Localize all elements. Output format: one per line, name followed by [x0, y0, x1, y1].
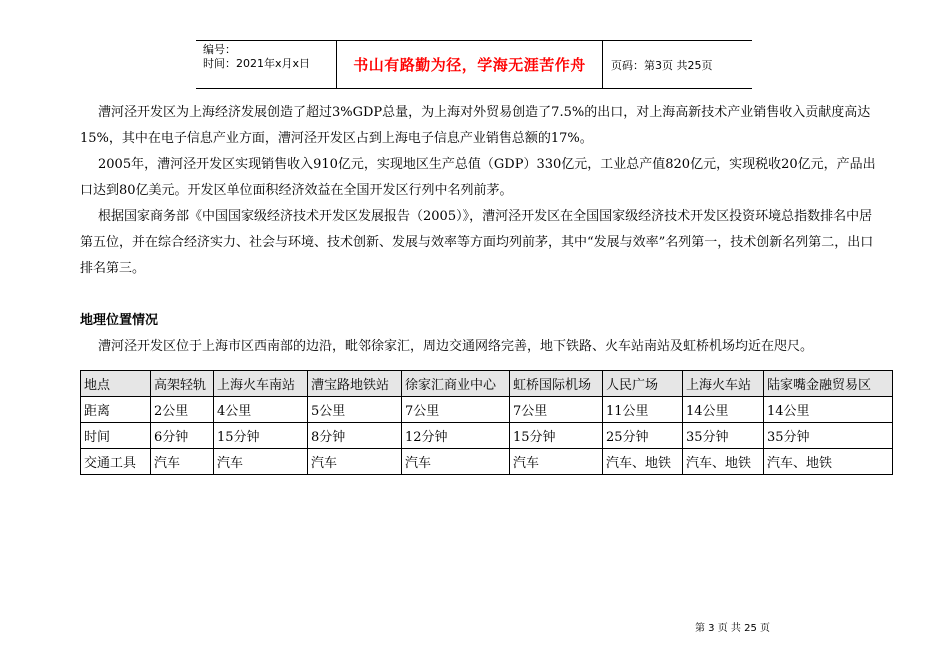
header-page-label: 页码：第3页 共25页	[611, 58, 713, 72]
table-cell: 8分钟	[308, 423, 402, 449]
table-cell: 25分钟	[603, 423, 683, 449]
table-cell: 2公里	[151, 397, 214, 423]
location-table	[80, 370, 893, 475]
table-cell: 汽车、地铁	[683, 449, 764, 475]
table-cell: 汽车	[151, 449, 214, 475]
table-header-cell: 高架轻轨	[151, 371, 214, 397]
date-label: 时间：2021年x月x日	[203, 57, 311, 70]
table-cell: 时间	[81, 423, 151, 449]
header-meta	[196, 41, 336, 88]
table-row-distance	[81, 397, 893, 423]
table-cell: 汽车、地铁	[603, 449, 683, 475]
table-cell: 7公里	[402, 397, 510, 423]
table-cell: 15分钟	[214, 423, 308, 449]
table-cell: 14公里	[764, 397, 893, 423]
table-header-cell: 上海火车站	[683, 371, 764, 397]
table-cell: 11公里	[603, 397, 683, 423]
table-row-transport	[81, 449, 893, 475]
table-header-cell: 徐家汇商业中心	[402, 371, 510, 397]
table-cell: 4公里	[214, 397, 308, 423]
paragraph-2: 2005年，漕河泾开发区实现销售收入910亿元，实现地区生产总值（GDP）330亿元，工业总产值820亿元，实现税收20亿元，产品出口达到80亿美元。开发区单位面积经济效益在全国开发区行列中名列前茅。	[80, 157, 876, 198]
table-cell: 35分钟	[683, 423, 764, 449]
table-cell: 汽车、地铁	[764, 449, 893, 475]
table-header-row	[81, 371, 893, 397]
header-motto: 书山有路勤为径，学海无涯苦作舟	[336, 41, 603, 88]
table-cell: 35分钟	[764, 423, 893, 449]
table-header-cell: 地点	[81, 371, 151, 397]
document-header	[196, 40, 752, 89]
table-cell: 7公里	[510, 397, 603, 423]
table-row-time	[81, 423, 893, 449]
paragraph-1: 漕河泾开发区为上海经济发展创造了超过3%GDP总量，为上海对外贸易创造了7.5%的出口，对上海高新技术产业销售收入贡献度高达15%，其中在电子信息产业方面，漕河泾开发区占到上海电子信息产业销售总额的17%。	[80, 105, 871, 146]
table-header-cell: 陆家嘴金融贸易区	[764, 371, 893, 397]
table-cell: 距离	[81, 397, 151, 423]
table-cell: 14公里	[683, 397, 764, 423]
table-cell: 交通工具	[81, 449, 151, 475]
document-body	[80, 100, 880, 360]
section-intro: 漕河泾开发区位于上海市区西南部的边沿，毗邻徐家汇，周边交通网络完善，地下铁路、火车站南站及虹桥机场均近在咫尺。	[98, 339, 814, 354]
table-cell: 汽车	[510, 449, 603, 475]
page-footer: 第 3 页 共 25 页	[695, 623, 770, 634]
paragraph-3: 根据国家商务部《中国国家级经济技术开发区发展报告（2005）》，漕河泾开发区在全国国家级经济技术开发区投资环境总指数排名中居第五位，并在综合经济实力、社会与环境、技术创新、发展与效率等方面均列前茅，其中“发展与效率”名列第一，技术创新名列第二，出口排名第三。	[80, 209, 874, 276]
table-cell: 汽车	[308, 449, 402, 475]
table-cell: 15分钟	[510, 423, 603, 449]
table-header-cell: 上海火车南站	[214, 371, 308, 397]
section-title: 地理位置情况	[80, 313, 159, 328]
table-header-cell: 人民广场	[603, 371, 683, 397]
table-cell: 12分钟	[402, 423, 510, 449]
table-cell: 6分钟	[151, 423, 214, 449]
table-cell: 汽车	[402, 449, 510, 475]
table-header-cell: 虹桥国际机场	[510, 371, 603, 397]
number-label: 编号：	[203, 43, 236, 56]
table-cell: 5公里	[308, 397, 402, 423]
table-header-cell: 漕宝路地铁站	[308, 371, 402, 397]
table-cell: 汽车	[214, 449, 308, 475]
